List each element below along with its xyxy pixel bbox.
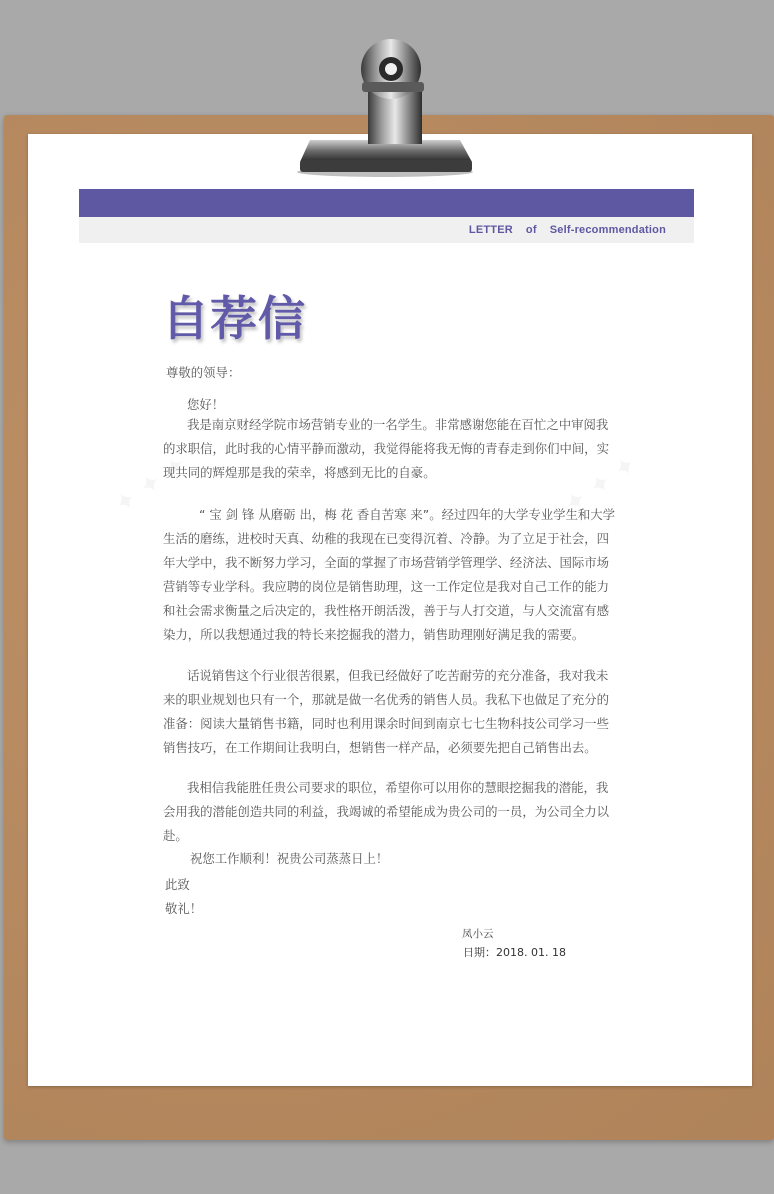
paragraph-line: 现共同的辉煌那是我的荣幸，将感到无比的自豪。	[163, 465, 436, 480]
paragraph-line: 营销等专业学科。我应聘的岗位是销售助理，这一工作定位是我对自己工作的能力	[163, 579, 610, 594]
paragraph-2	[163, 503, 616, 647]
paragraph-line: 染力，所以我想通过我的特长来挖掘我的潜力，销售助理刚好满足我的需要。	[163, 627, 585, 642]
binder-clip-icon	[290, 22, 480, 177]
header-subtitle: LETTER of Self-recommendation	[468, 224, 666, 236]
paragraph-line: 的求职信，此时我的心情平静而激动，我觉得能将我无悔的青春走到你们中间，实	[163, 441, 610, 456]
paragraph-line: 和社会需求衡量之后决定的，我性格开朗活泼，善于与人打交道，与人交流富有感	[163, 603, 610, 618]
paragraph-line: 会用我的潜能创造共同的利益，我竭诚的希望能成为贵公司的一员，为公司全力以	[163, 804, 610, 819]
paragraph-line: 准备：阅读大量销售书籍，同时也利用课余时间到南京七七生物科技公司学习一些	[163, 716, 610, 731]
paragraph-4	[163, 776, 613, 848]
paragraph-line: 赴。	[163, 828, 188, 843]
salutation: 尊敬的领导：	[166, 365, 241, 380]
paragraph-line: 话说销售这个行业很苦很累，但我已经做好了吃苦耐劳的充分准备，我对我未	[187, 668, 609, 683]
well-wishes: 祝您工作顺利！祝贵公司蒸蒸日上！	[190, 851, 389, 866]
closing-line-2: 敬礼！	[165, 901, 203, 916]
header-band	[79, 189, 694, 217]
letter-title: 自荐信	[162, 292, 306, 347]
paragraph-line: 我相信我能胜任贵公司要求的职位，希望你可以用你的慧眼挖掘我的潜能，我	[187, 780, 609, 795]
greeting: 您好！	[187, 397, 225, 412]
paragraph-line: 我是南京财经学院市场营销专业的一名学生。非常感谢您能在百忙之中审阅我	[187, 417, 609, 432]
paragraph-3	[163, 664, 613, 760]
paragraph-line: 年大学中，我不断努力学习，全面的掌握了市场营销学管理学、经济法、国际市场	[163, 555, 610, 570]
header-subtitle-bar	[79, 217, 694, 243]
paragraph-line: 来的职业规划也只有一个，那就是做一名优秀的销售人员。我私下也做足了充分的	[163, 692, 610, 707]
paragraph-1	[163, 413, 613, 485]
signature: 凤小云	[462, 928, 494, 940]
paragraph-line: “ 宝 剑 锋 从磨砺 出，梅 花 香自苦寒 来”。经过四年的大学专业学生和大学	[199, 507, 616, 522]
paragraph-line: 生活的磨练，进校时天真、幼稚的我现在已变得沉着、冷静。为了立足于社会，四	[163, 531, 610, 546]
closing-line-1: 此致	[165, 877, 190, 892]
paragraph-line: 销售技巧，在工作期间让我明白，想销售一样产品，必须要先把自己销售出去。	[163, 740, 597, 755]
letter-date: 日期：2018. 01. 18	[463, 946, 566, 959]
